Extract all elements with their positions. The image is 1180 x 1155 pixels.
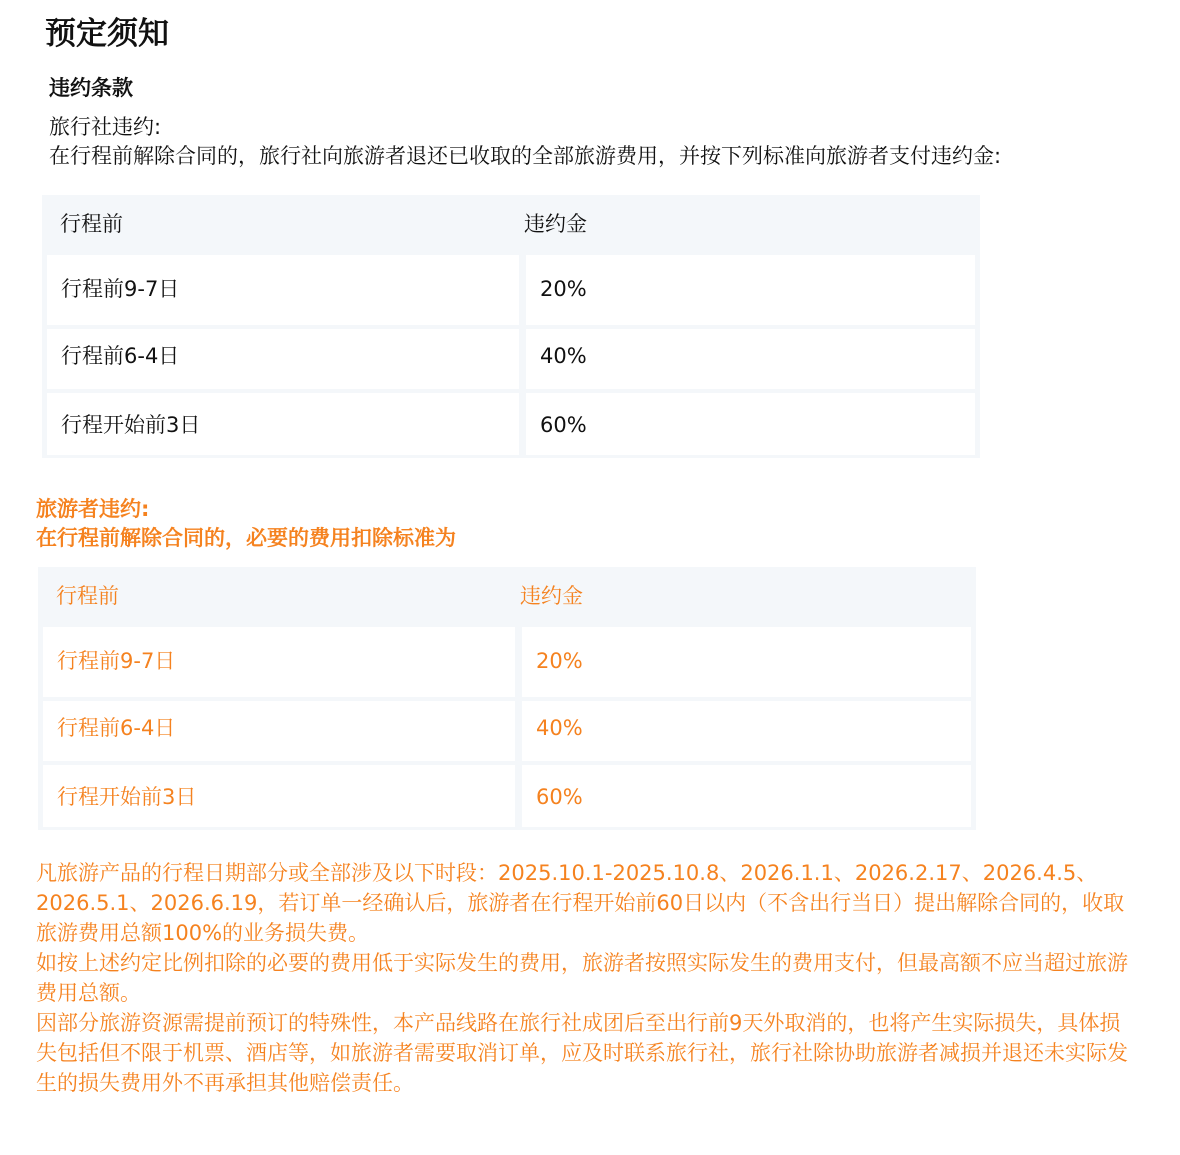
table-header-penalty: 违约金 <box>524 212 587 236</box>
table-row <box>522 701 971 761</box>
table-cell-penalty: 20% <box>540 277 587 301</box>
table-row <box>43 627 515 697</box>
tourist-breach-section <box>36 495 456 553</box>
table-row <box>522 765 971 827</box>
tourist-breach-text: 在行程前解除合同的，必要的费用扣除标准为 <box>36 526 456 550</box>
table-row <box>43 701 515 761</box>
agency-penalty-table <box>42 195 980 458</box>
table-row <box>526 255 975 325</box>
table-cell-period: 行程前6-4日 <box>61 344 180 368</box>
table-cell-penalty: 20% <box>536 649 583 673</box>
table-cell-period: 行程前6-4日 <box>57 716 176 740</box>
table-header-penalty: 违约金 <box>520 584 583 608</box>
table-header-period: 行程前 <box>56 584 119 608</box>
table-cell-period: 行程前9-7日 <box>61 277 180 301</box>
tourist-breach-heading: 旅游者违约: <box>36 497 150 521</box>
actual-cost-note: 如按上述约定比例扣除的必要的费用低于实际发生的费用，旅游者按照实际发生的费用支付，但最高额不应当超过旅游费用总额。 <box>36 951 1128 1005</box>
cancellation-notes <box>36 858 1136 1098</box>
table-cell-penalty: 60% <box>540 413 587 437</box>
agency-breach-section <box>49 113 1001 171</box>
table-cell-period: 行程开始前3日 <box>57 785 197 809</box>
agency-breach-text: 在行程前解除合同的，旅行社向旅游者退还已收取的全部旅游费用，并按下列标准向旅游者支付违约金: <box>49 144 1002 168</box>
table-row <box>47 255 519 325</box>
table-cell-penalty: 40% <box>536 716 583 740</box>
advance-booking-note: 因部分旅游资源需提前预订的特殊性，本产品线路在旅行社成团后至出行前9天外取消的，也将产生实际损失，具体损失包括但不限于机票、酒店等，如旅游者需要取消订单，应及时联系旅行社，旅行社除协助旅游者减损并退还未实际发生的损失费用外不再承担其他赔偿责任。 <box>36 1011 1128 1095</box>
table-row <box>526 393 975 455</box>
table-cell-penalty: 60% <box>536 785 583 809</box>
table-cell-period: 行程开始前3日 <box>61 413 201 437</box>
table-header-period: 行程前 <box>60 212 123 236</box>
page-title: 预定须知 <box>45 16 169 52</box>
agency-breach-heading: 旅行社违约: <box>49 115 162 139</box>
table-cell-period: 行程前9-7日 <box>57 649 176 673</box>
table-row <box>526 329 975 389</box>
section-title: 违约条款 <box>49 76 133 100</box>
table-row <box>43 765 515 827</box>
table-cell-penalty: 40% <box>540 344 587 368</box>
table-row <box>47 329 519 389</box>
holiday-cancellation-note: 凡旅游产品的行程日期部分或全部涉及以下时段：2025.10.1-2025.10.8、2026.1.1、2026.2.17、2026.4.5、2026.5.1、2026.6.19，若订单一经确认后，旅游者在行程开始前60日以内（不含出行当日）提出解除合同的，收取旅游费用总额100%的业务损失费。 <box>36 861 1125 945</box>
table-row <box>47 393 519 455</box>
table-row <box>522 627 971 697</box>
tourist-penalty-table <box>38 567 976 830</box>
